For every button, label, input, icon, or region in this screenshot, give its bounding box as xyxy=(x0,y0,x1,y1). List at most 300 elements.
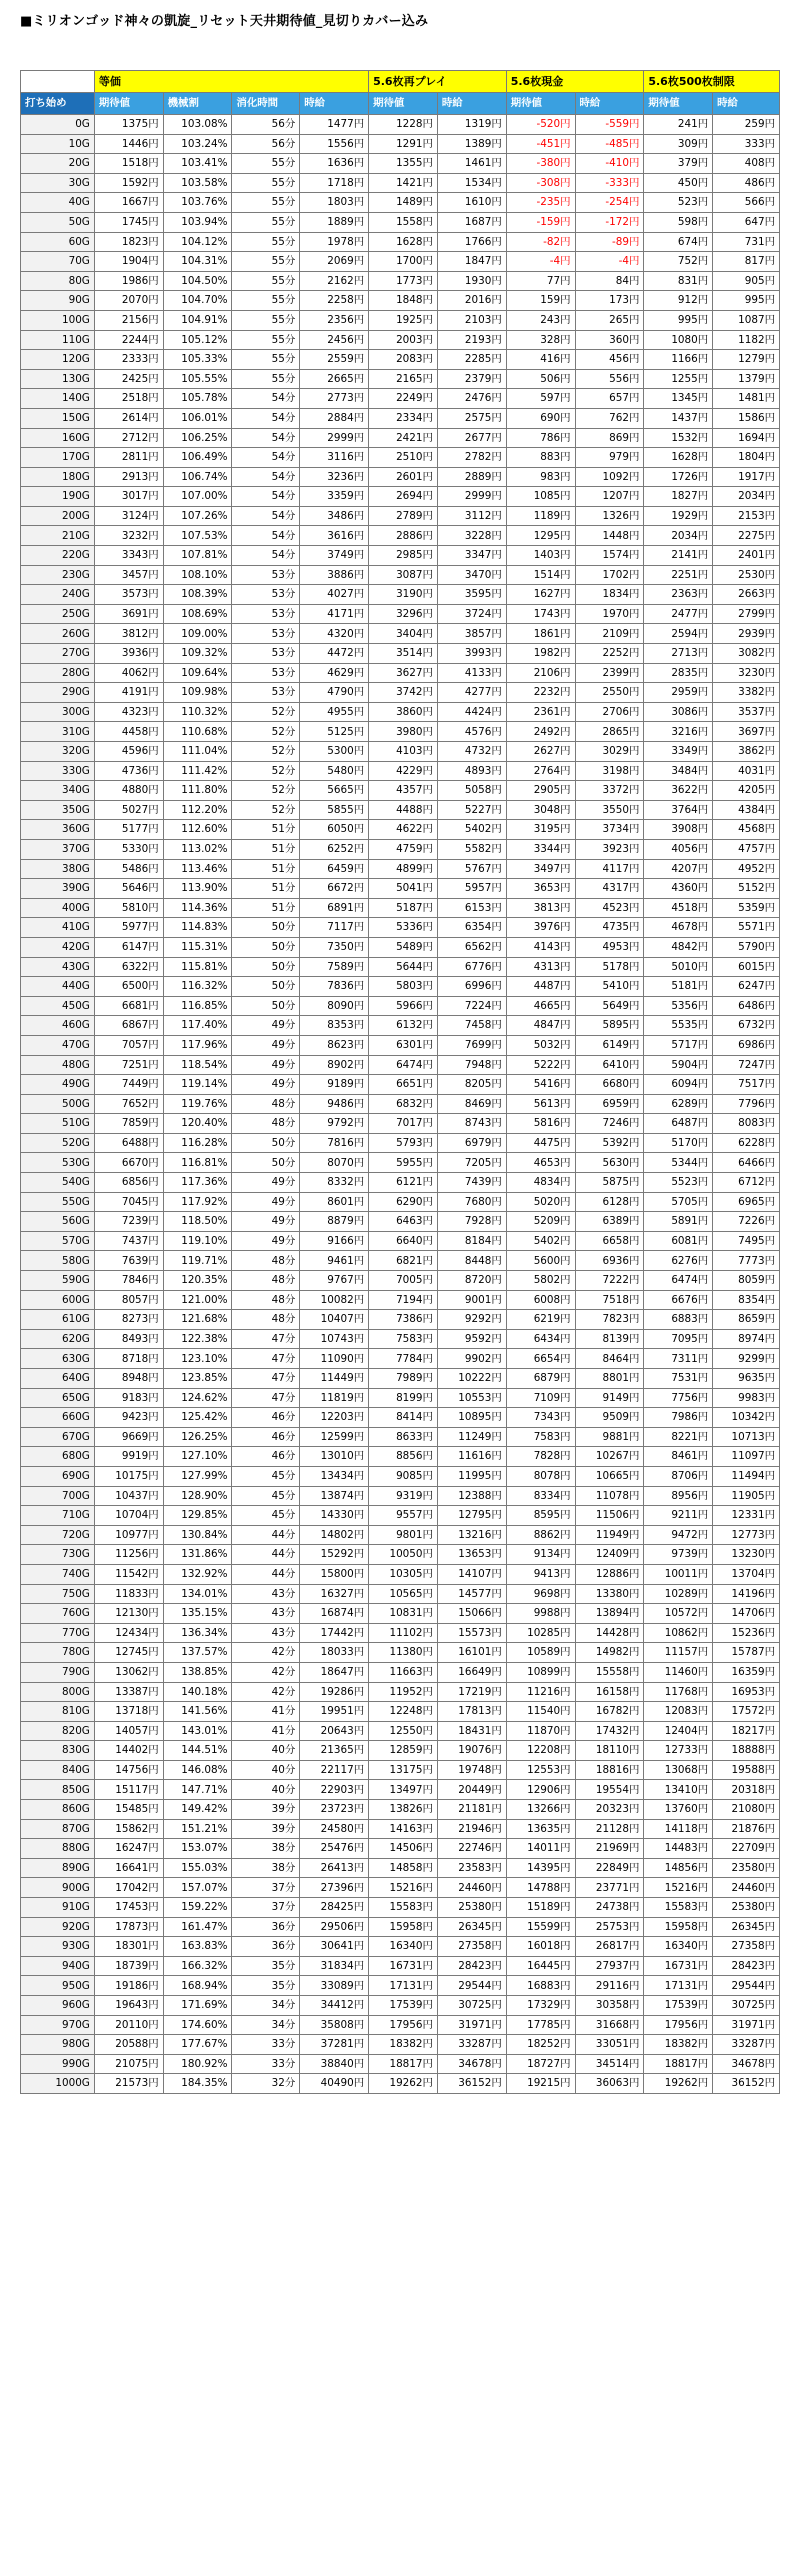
table-row xyxy=(21,1682,780,1702)
table-cell: 1917円 xyxy=(713,467,780,487)
table-cell: 7386円 xyxy=(369,1310,438,1330)
table-cell: 3486円 xyxy=(300,506,369,526)
start-game-cell: 680G xyxy=(21,1447,95,1467)
table-cell: 523円 xyxy=(644,193,713,213)
table-cell: 7928円 xyxy=(437,1212,506,1232)
start-game-cell: 220G xyxy=(21,546,95,566)
table-cell: 129.85% xyxy=(163,1506,232,1526)
table-cell: 1592円 xyxy=(94,173,163,193)
table-cell: 5855円 xyxy=(300,800,369,820)
table-cell: 8595円 xyxy=(506,1506,575,1526)
table-cell: 18217円 xyxy=(713,1721,780,1741)
table-cell: 6996円 xyxy=(437,977,506,997)
table-cell: 3697円 xyxy=(713,722,780,742)
table-row xyxy=(21,1094,780,1114)
table-cell: 2677円 xyxy=(437,428,506,448)
table-row xyxy=(21,683,780,703)
start-game-cell: 820G xyxy=(21,1721,95,1741)
table-cell: 117.36% xyxy=(163,1173,232,1193)
table-cell: 16340円 xyxy=(369,1937,438,1957)
start-game-cell: 430G xyxy=(21,957,95,977)
table-cell: 309円 xyxy=(644,134,713,154)
table-cell: 26817円 xyxy=(575,1937,644,1957)
table-cell: 3923円 xyxy=(575,839,644,859)
table-cell: 1861円 xyxy=(506,624,575,644)
table-cell: 5489円 xyxy=(369,937,438,957)
table-cell: 2141円 xyxy=(644,546,713,566)
table-row xyxy=(21,271,780,291)
table-cell: 17131円 xyxy=(644,1976,713,1996)
table-cell: 7194円 xyxy=(369,1290,438,1310)
table-cell: 2083円 xyxy=(369,350,438,370)
table-cell: 8464円 xyxy=(575,1349,644,1369)
table-cell: 15800円 xyxy=(300,1564,369,1584)
table-cell: 4757円 xyxy=(713,839,780,859)
table-cell: 2333円 xyxy=(94,350,163,370)
table-cell: 4790円 xyxy=(300,683,369,703)
table-row xyxy=(21,898,780,918)
table-cell: 752円 xyxy=(644,252,713,272)
table-row xyxy=(21,1721,780,1741)
table-cell: 50分 xyxy=(232,1153,300,1173)
table-cell: 10704円 xyxy=(94,1506,163,1526)
table-cell: 7583円 xyxy=(506,1427,575,1447)
table-cell: 6050円 xyxy=(300,820,369,840)
table-cell: 17329円 xyxy=(506,1996,575,2016)
table-cell: 19643円 xyxy=(94,1996,163,2016)
table-cell: 6322円 xyxy=(94,957,163,977)
table-body xyxy=(21,115,780,2094)
table-cell: 4678円 xyxy=(644,918,713,938)
table-cell: 10082円 xyxy=(300,1290,369,1310)
start-game-cell: 190G xyxy=(21,487,95,507)
table-row xyxy=(21,742,780,762)
table-cell: 3347円 xyxy=(437,546,506,566)
table-row xyxy=(21,1290,780,1310)
table-cell: 12795円 xyxy=(437,1506,506,1526)
table-cell: 7239円 xyxy=(94,1212,163,1232)
table-cell: 5152円 xyxy=(713,879,780,899)
start-game-cell: 210G xyxy=(21,526,95,546)
table-cell: 2706円 xyxy=(575,702,644,722)
table-cell: 2034円 xyxy=(644,526,713,546)
table-cell: 21075円 xyxy=(94,2054,163,2074)
table-cell: 4622円 xyxy=(369,820,438,840)
table-cell: 5582円 xyxy=(437,839,506,859)
table-cell: 1804円 xyxy=(713,448,780,468)
table-cell: 146.08% xyxy=(163,1760,232,1780)
table-cell: 6883円 xyxy=(644,1310,713,1330)
table-cell: 4133円 xyxy=(437,663,506,683)
start-game-cell: 850G xyxy=(21,1780,95,1800)
table-cell: 29506円 xyxy=(300,1917,369,1937)
table-row xyxy=(21,1564,780,1584)
table-cell: 174.60% xyxy=(163,2015,232,2035)
table-cell: 1355円 xyxy=(369,154,438,174)
table-cell: 120.40% xyxy=(163,1114,232,1134)
start-game-cell: 520G xyxy=(21,1133,95,1153)
table-cell: 111.04% xyxy=(163,742,232,762)
table-cell: 3857円 xyxy=(437,624,506,644)
table-cell: 1982円 xyxy=(506,644,575,664)
table-cell: 1848円 xyxy=(369,291,438,311)
group-header-blank xyxy=(21,71,95,93)
table-cell: 12409円 xyxy=(575,1545,644,1565)
table-cell: 56分 xyxy=(232,134,300,154)
table-cell: 10222円 xyxy=(437,1369,506,1389)
table-cell: 27358円 xyxy=(713,1937,780,1957)
table-cell: 17539円 xyxy=(369,1996,438,2016)
table-cell: 328円 xyxy=(506,330,575,350)
table-cell: 106.25% xyxy=(163,428,232,448)
table-cell: 4317円 xyxy=(575,879,644,899)
table-cell: 1834円 xyxy=(575,585,644,605)
table-cell: 5125円 xyxy=(300,722,369,742)
table-row xyxy=(21,526,780,546)
table-cell: 24460円 xyxy=(713,1878,780,1898)
table-cell: 53分 xyxy=(232,585,300,605)
table-cell: 9189円 xyxy=(300,1075,369,1095)
group-header-row xyxy=(21,71,780,93)
table-cell: 49分 xyxy=(232,1231,300,1251)
table-cell: 4062円 xyxy=(94,663,163,683)
table-cell: 17432円 xyxy=(575,1721,644,1741)
table-cell: 1745円 xyxy=(94,212,163,232)
expected-value-table xyxy=(20,70,780,2094)
table-cell: 163.83% xyxy=(163,1937,232,1957)
table-cell: 52分 xyxy=(232,742,300,762)
table-cell: 10407円 xyxy=(300,1310,369,1330)
table-cell: 35分 xyxy=(232,1976,300,1996)
table-cell: 5344円 xyxy=(644,1153,713,1173)
table-cell: 14577円 xyxy=(437,1584,506,1604)
table-cell: 486円 xyxy=(713,173,780,193)
table-cell: 7439円 xyxy=(437,1173,506,1193)
table-cell: 2835円 xyxy=(644,663,713,683)
table-row xyxy=(21,212,780,232)
table-row xyxy=(21,761,780,781)
table-cell: 9881円 xyxy=(575,1427,644,1447)
table-cell: 9413円 xyxy=(506,1564,575,1584)
table-cell: 11952円 xyxy=(369,1682,438,1702)
start-game-cell: 980G xyxy=(21,2035,95,2055)
table-cell: 12208円 xyxy=(506,1741,575,1761)
table-cell: 10285円 xyxy=(506,1623,575,1643)
table-cell: 2251円 xyxy=(644,565,713,585)
start-game-cell: 800G xyxy=(21,1682,95,1702)
table-cell: 8469円 xyxy=(437,1094,506,1114)
table-cell: 18110円 xyxy=(575,1741,644,1761)
table-cell: 2559円 xyxy=(300,350,369,370)
table-cell: 54分 xyxy=(232,487,300,507)
table-cell: 1930円 xyxy=(437,271,506,291)
table-cell: 1481円 xyxy=(713,389,780,409)
table-cell: 11870円 xyxy=(506,1721,575,1741)
table-cell: 8948円 xyxy=(94,1369,163,1389)
table-cell: 7986円 xyxy=(644,1408,713,1428)
table-cell: -89円 xyxy=(575,232,644,252)
table-cell: 7531円 xyxy=(644,1369,713,1389)
table-cell: 13410円 xyxy=(644,1780,713,1800)
table-cell: 1255円 xyxy=(644,369,713,389)
table-row xyxy=(21,487,780,507)
table-cell: 15216円 xyxy=(644,1878,713,1898)
table-cell: 114.36% xyxy=(163,898,232,918)
table-cell: 1448円 xyxy=(575,526,644,546)
table-cell: 5027円 xyxy=(94,800,163,820)
table-cell: 6712円 xyxy=(713,1173,780,1193)
table-cell: 1228円 xyxy=(369,115,438,135)
table-cell: 8743円 xyxy=(437,1114,506,1134)
table-cell: 24738円 xyxy=(575,1898,644,1918)
table-cell: 6936円 xyxy=(575,1251,644,1271)
table-cell: 31971円 xyxy=(437,2015,506,2035)
table-cell: 4953円 xyxy=(575,937,644,957)
table-cell: 2614円 xyxy=(94,408,163,428)
table-cell: 7117円 xyxy=(300,918,369,938)
table-cell: 13653円 xyxy=(437,1545,506,1565)
table-cell: 506円 xyxy=(506,369,575,389)
table-cell: 1556円 xyxy=(300,134,369,154)
start-game-cell: 100G xyxy=(21,310,95,330)
table-cell: 4653円 xyxy=(506,1153,575,1173)
table-cell: 7205円 xyxy=(437,1153,506,1173)
table-cell: 14107円 xyxy=(437,1564,506,1584)
table-cell: 4955円 xyxy=(300,702,369,722)
table-cell: 8083円 xyxy=(713,1114,780,1134)
table-cell: 6466円 xyxy=(713,1153,780,1173)
table-cell: 8332円 xyxy=(300,1173,369,1193)
start-game-cell: 230G xyxy=(21,565,95,585)
table-cell: 38分 xyxy=(232,1839,300,1859)
table-cell: 5646円 xyxy=(94,879,163,899)
table-cell: 50分 xyxy=(232,937,300,957)
table-cell: 7017円 xyxy=(369,1114,438,1134)
table-cell: 15573円 xyxy=(437,1623,506,1643)
table-cell: 18817円 xyxy=(369,2054,438,2074)
table-cell: 14402円 xyxy=(94,1741,163,1761)
column-header: 時給 xyxy=(437,93,506,115)
table-cell: 2782円 xyxy=(437,448,506,468)
table-cell: 8199円 xyxy=(369,1388,438,1408)
table-cell: 27396円 xyxy=(300,1878,369,1898)
table-cell: 8139円 xyxy=(575,1329,644,1349)
table-cell: 1700円 xyxy=(369,252,438,272)
table-cell: 8059円 xyxy=(713,1271,780,1291)
table-cell: 5613円 xyxy=(506,1094,575,1114)
table-cell: 7251円 xyxy=(94,1055,163,1075)
table-cell: 7652円 xyxy=(94,1094,163,1114)
table-cell: 105.78% xyxy=(163,389,232,409)
start-game-cell: 10G xyxy=(21,134,95,154)
table-cell: 556円 xyxy=(575,369,644,389)
table-cell: 14506円 xyxy=(369,1839,438,1859)
table-cell: 9292円 xyxy=(437,1310,506,1330)
table-cell: 16158円 xyxy=(575,1682,644,1702)
table-cell: 9461円 xyxy=(300,1251,369,1271)
table-cell: 983円 xyxy=(506,467,575,487)
table-cell: 4424円 xyxy=(437,702,506,722)
start-game-cell: 470G xyxy=(21,1035,95,1055)
table-row xyxy=(21,1173,780,1193)
table-cell: 45分 xyxy=(232,1486,300,1506)
table-cell: 4518円 xyxy=(644,898,713,918)
table-cell: 10553円 xyxy=(437,1388,506,1408)
table-cell: 2884円 xyxy=(300,408,369,428)
table-row xyxy=(21,506,780,526)
table-cell: 7095円 xyxy=(644,1329,713,1349)
start-game-cell: 480G xyxy=(21,1055,95,1075)
table-cell: 166.32% xyxy=(163,1956,232,1976)
table-row xyxy=(21,1780,780,1800)
table-cell: 32分 xyxy=(232,2074,300,2094)
table-row xyxy=(21,604,780,624)
table-cell: 2034円 xyxy=(713,487,780,507)
table-cell: 25380円 xyxy=(437,1898,506,1918)
start-game-cell: 110G xyxy=(21,330,95,350)
table-cell: -4円 xyxy=(575,252,644,272)
start-game-cell: 530G xyxy=(21,1153,95,1173)
table-cell: 11494円 xyxy=(713,1466,780,1486)
table-cell: 43分 xyxy=(232,1604,300,1624)
table-cell: 14802円 xyxy=(300,1525,369,1545)
table-cell: 16953円 xyxy=(713,1682,780,1702)
table-cell: 7639円 xyxy=(94,1251,163,1271)
table-cell: 6128円 xyxy=(575,1192,644,1212)
table-cell: 5665円 xyxy=(300,781,369,801)
table-cell: 5955円 xyxy=(369,1153,438,1173)
table-cell: 121.68% xyxy=(163,1310,232,1330)
table-cell: 40分 xyxy=(232,1760,300,1780)
table-cell: 8720円 xyxy=(437,1271,506,1291)
table-cell: 48分 xyxy=(232,1271,300,1291)
table-cell: 153.07% xyxy=(163,1839,232,1859)
column-header: 期待値 xyxy=(506,93,575,115)
table-cell: 7836円 xyxy=(300,977,369,997)
table-cell: 4027円 xyxy=(300,585,369,605)
table-row xyxy=(21,1349,780,1369)
table-cell: 4880円 xyxy=(94,781,163,801)
table-cell: 2530円 xyxy=(713,565,780,585)
table-cell: 20588円 xyxy=(94,2035,163,2055)
table-cell: 8353円 xyxy=(300,1016,369,1036)
table-cell: 10572円 xyxy=(644,1604,713,1624)
table-cell: 1389円 xyxy=(437,134,506,154)
table-cell: 456円 xyxy=(575,350,644,370)
table-cell: 3734円 xyxy=(575,820,644,840)
table-cell: 12331円 xyxy=(713,1506,780,1526)
table-cell: 1766円 xyxy=(437,232,506,252)
table-cell: 1827円 xyxy=(644,487,713,507)
start-game-cell: 580G xyxy=(21,1251,95,1271)
table-cell: 5875円 xyxy=(575,1173,644,1193)
table-cell: 2886円 xyxy=(369,526,438,546)
table-row xyxy=(21,428,780,448)
table-cell: 11540円 xyxy=(506,1702,575,1722)
table-cell: 3886円 xyxy=(300,565,369,585)
table-cell: 2162円 xyxy=(300,271,369,291)
table-cell: 16445円 xyxy=(506,1956,575,1976)
start-game-cell: 880G xyxy=(21,1839,95,1859)
table-cell: 16649円 xyxy=(437,1662,506,1682)
table-cell: 12733円 xyxy=(644,1741,713,1761)
table-cell: 47分 xyxy=(232,1369,300,1389)
table-cell: 6094円 xyxy=(644,1075,713,1095)
table-cell: 157.07% xyxy=(163,1878,232,1898)
table-cell: 19588円 xyxy=(713,1760,780,1780)
table-cell: 7589円 xyxy=(300,957,369,977)
table-cell: 13434円 xyxy=(300,1466,369,1486)
start-game-cell: 290G xyxy=(21,683,95,703)
table-cell: 14483円 xyxy=(644,1839,713,1859)
start-game-cell: 890G xyxy=(21,1858,95,1878)
table-cell: 2913円 xyxy=(94,467,163,487)
table-cell: 5041円 xyxy=(369,879,438,899)
table-cell: 12550円 xyxy=(369,1721,438,1741)
table-cell: 5177円 xyxy=(94,820,163,840)
table-cell: 48分 xyxy=(232,1094,300,1114)
table-row xyxy=(21,1702,780,1722)
table-cell: 13760円 xyxy=(644,1800,713,1820)
table-row xyxy=(21,1408,780,1428)
table-cell: 11380円 xyxy=(369,1643,438,1663)
table-cell: 5058円 xyxy=(437,781,506,801)
table-cell: 126.25% xyxy=(163,1427,232,1447)
table-cell: 265円 xyxy=(575,310,644,330)
table-cell: 4523円 xyxy=(575,898,644,918)
table-cell: 5717円 xyxy=(644,1035,713,1055)
table-cell: 1702円 xyxy=(575,565,644,585)
table-cell: 8334円 xyxy=(506,1486,575,1506)
table-row xyxy=(21,1329,780,1349)
column-header: 期待値 xyxy=(369,93,438,115)
table-cell: 2575円 xyxy=(437,408,506,428)
table-cell: 9001円 xyxy=(437,1290,506,1310)
table-cell: 20318円 xyxy=(713,1780,780,1800)
table-cell: 3228円 xyxy=(437,526,506,546)
table-cell: 128.90% xyxy=(163,1486,232,1506)
table-cell: 10831円 xyxy=(369,1604,438,1624)
table-cell: 36152円 xyxy=(713,2074,780,2094)
table-cell: 37281円 xyxy=(300,2035,369,2055)
table-cell: 1532円 xyxy=(644,428,713,448)
table-cell: 15958円 xyxy=(644,1917,713,1937)
table-cell: 117.96% xyxy=(163,1035,232,1055)
table-cell: 2275円 xyxy=(713,526,780,546)
table-cell: 3653円 xyxy=(506,879,575,899)
table-cell: 3742円 xyxy=(369,683,438,703)
table-cell: 4143円 xyxy=(506,937,575,957)
table-cell: 7350円 xyxy=(300,937,369,957)
table-cell: 18816円 xyxy=(575,1760,644,1780)
table-cell: 7846円 xyxy=(94,1271,163,1291)
table-cell: 14788円 xyxy=(506,1878,575,1898)
table-cell: 116.85% xyxy=(163,996,232,1016)
table-cell: 36063円 xyxy=(575,2074,644,2094)
table-cell: 5523円 xyxy=(644,1173,713,1193)
table-cell: 44分 xyxy=(232,1564,300,1584)
table-cell: 119.10% xyxy=(163,1231,232,1251)
start-game-cell: 740G xyxy=(21,1564,95,1584)
table-cell: 4576円 xyxy=(437,722,506,742)
table-cell: 6979円 xyxy=(437,1133,506,1153)
table-cell: 106.01% xyxy=(163,408,232,428)
table-cell: 25380円 xyxy=(713,1898,780,1918)
table-cell: 883円 xyxy=(506,448,575,468)
start-game-cell: 350G xyxy=(21,800,95,820)
table-cell: 17042円 xyxy=(94,1878,163,1898)
table-cell: 15583円 xyxy=(369,1898,438,1918)
